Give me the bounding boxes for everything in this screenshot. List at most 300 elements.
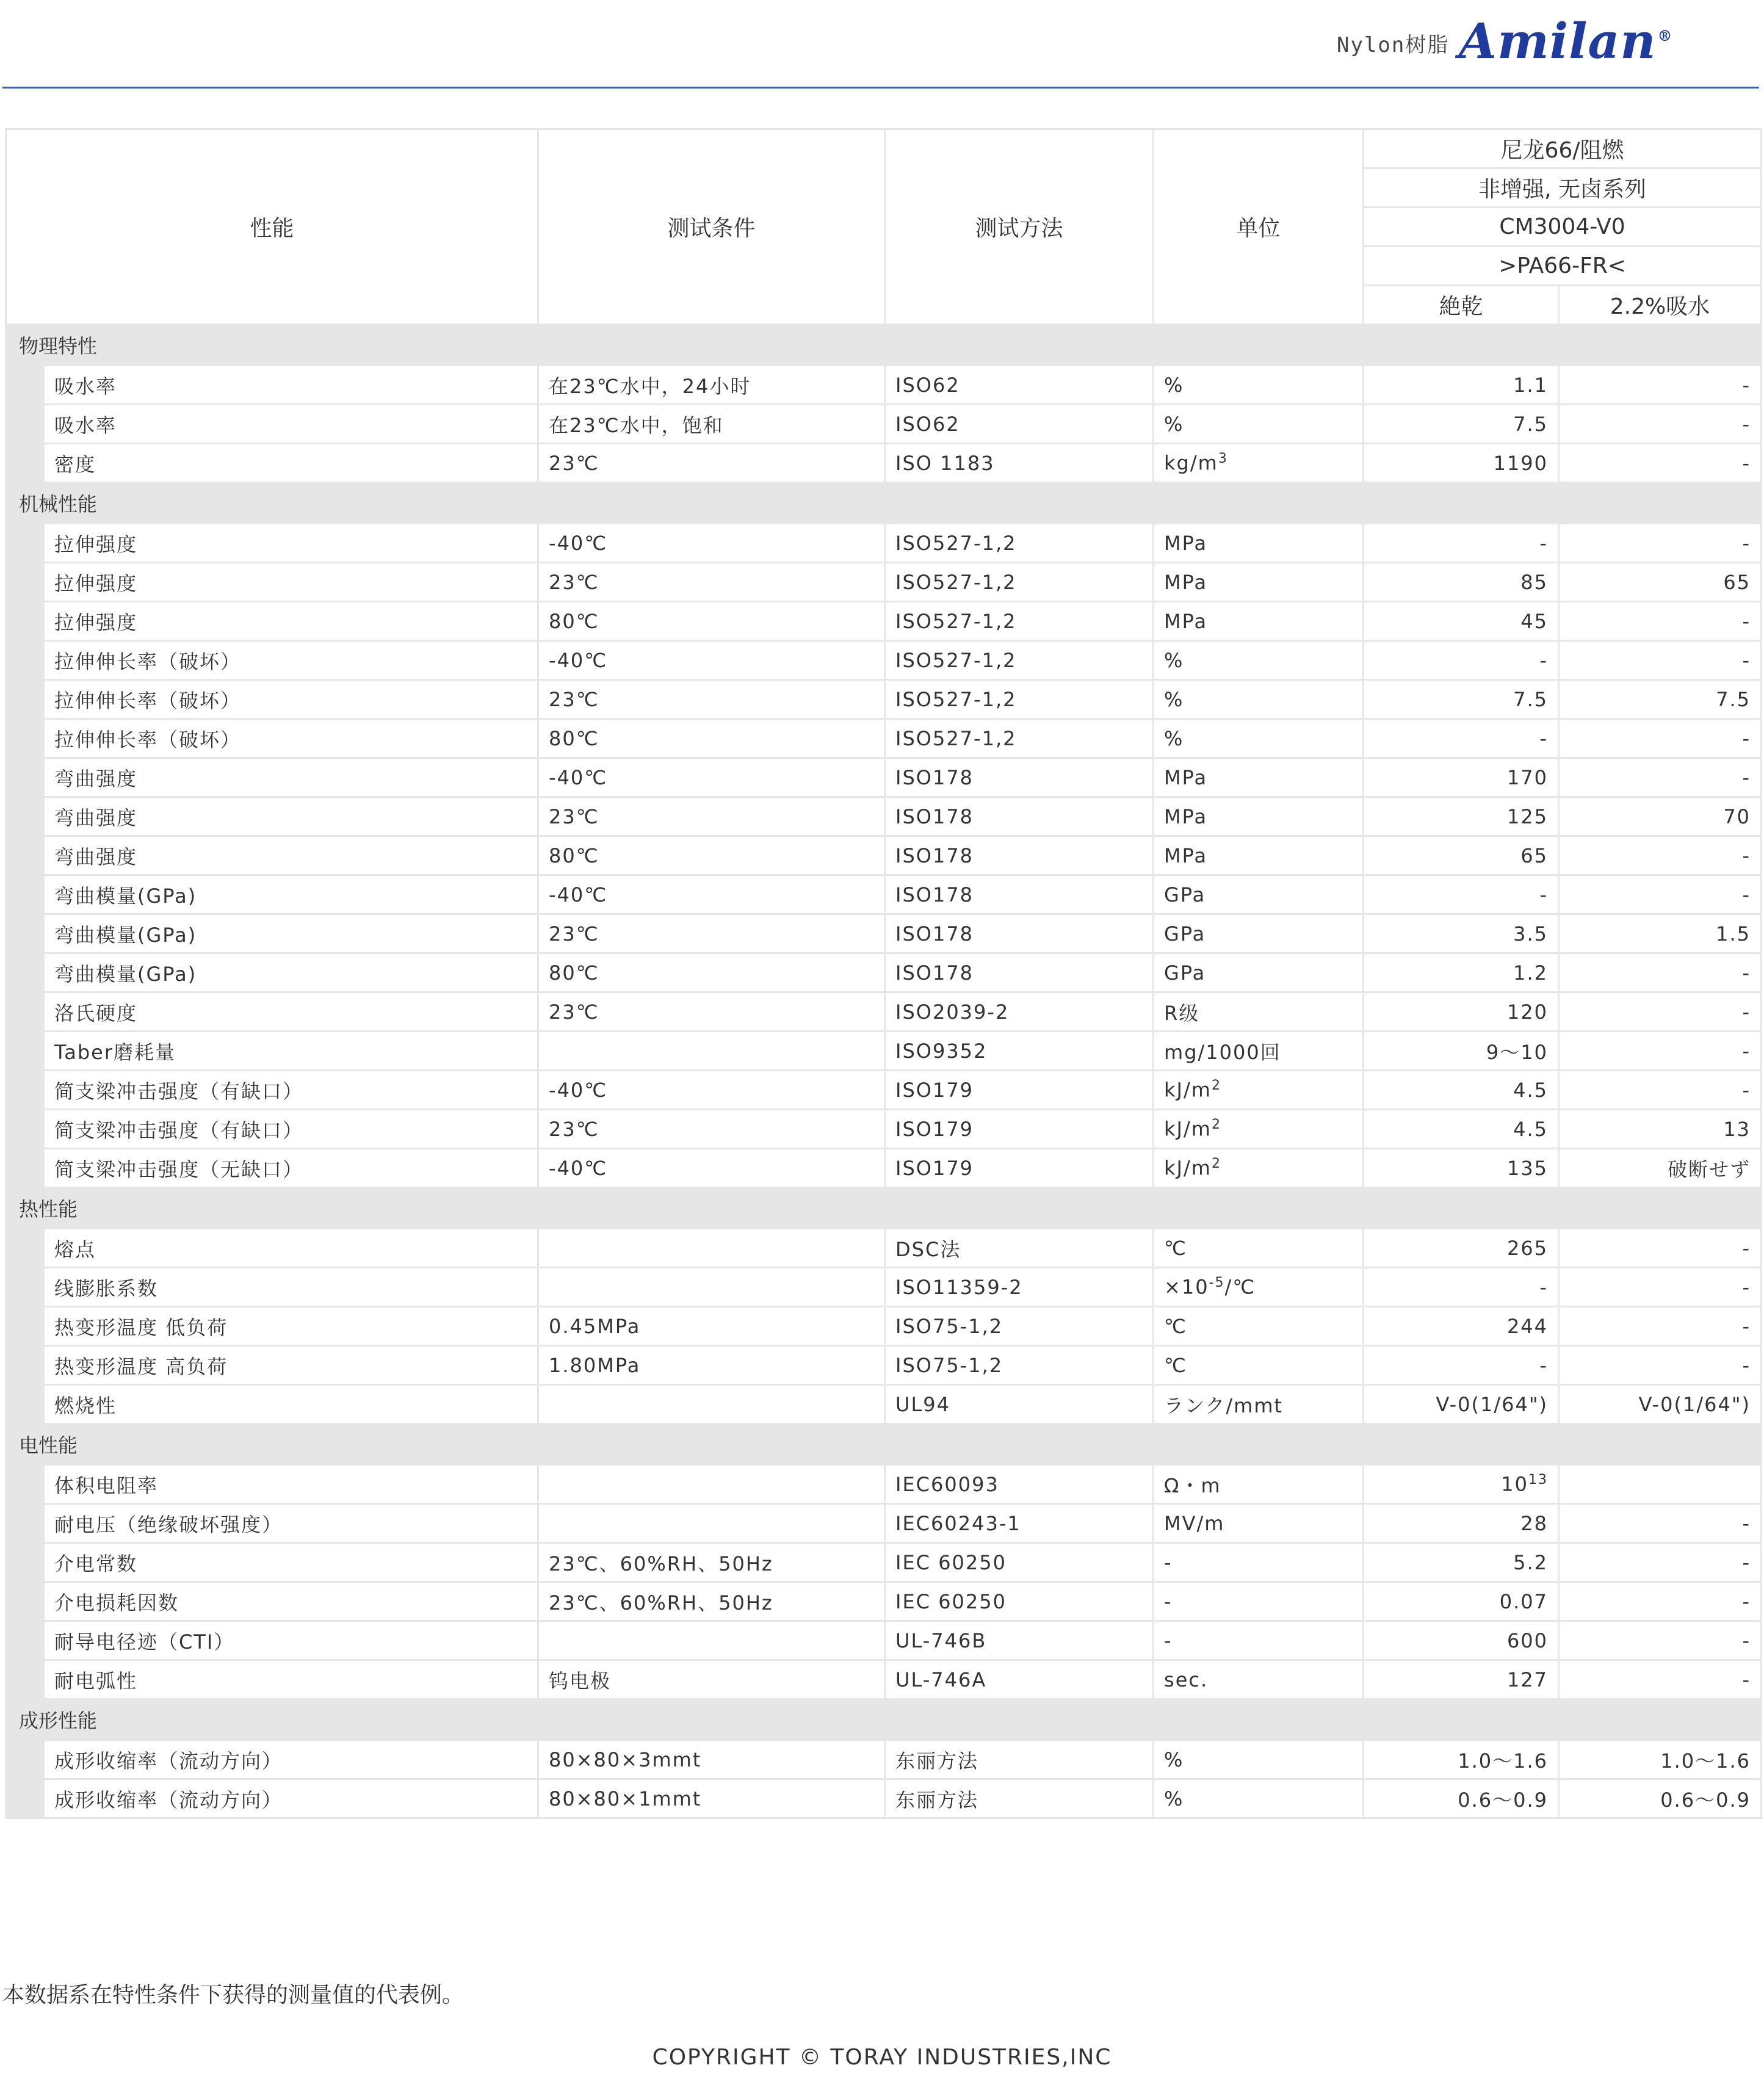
table-row (6, 524, 1762, 563)
condition-cell: -40℃ (538, 1071, 885, 1110)
method-cell: ISO527-1,2 (885, 680, 1154, 719)
row-indent (6, 524, 44, 563)
dry-value: 9～10 (1486, 1040, 1549, 1064)
dry-value-cell (1364, 1268, 1559, 1307)
table-row (6, 602, 1762, 641)
method-cell: IEC60093 (885, 1465, 1154, 1504)
unit-cell (1154, 1621, 1364, 1660)
method-cell: ISO527-1,2 (885, 563, 1154, 602)
row-indent (6, 405, 44, 444)
dry-value: - (1539, 1275, 1549, 1299)
dry-value-cell (1364, 602, 1559, 641)
unit-superscript: 2 (1211, 1078, 1221, 1094)
row-indent (6, 680, 44, 719)
wet-value-cell: - (1559, 875, 1762, 914)
row-indent (6, 1582, 44, 1621)
section-row (6, 1699, 1762, 1740)
wet-value-cell: 1.5 (1559, 914, 1762, 953)
wet-value-cell: 13 (1559, 1110, 1762, 1149)
wet-value-cell: 1.0～1.6 (1559, 1740, 1762, 1779)
property-cell: 燃烧性 (44, 1385, 538, 1424)
method-cell: ISO 1183 (885, 444, 1154, 483)
condition-cell (538, 1621, 885, 1660)
dry-value-cell (1364, 1779, 1559, 1818)
row-indent (6, 366, 44, 405)
condition-cell: 23℃ (538, 1110, 885, 1149)
dry-value: V-0(1/64") (1436, 1392, 1549, 1416)
unit-text: kJ/m (1164, 1117, 1212, 1141)
table-row (6, 1385, 1762, 1424)
unit-cell (1154, 758, 1364, 797)
method-cell: ISO178 (885, 758, 1154, 797)
unit-text: ×10 (1164, 1275, 1209, 1299)
dry-value-cell (1364, 797, 1559, 836)
method-cell: ISO75-1,2 (885, 1346, 1154, 1385)
dry-value: 45 (1520, 609, 1549, 633)
dry-value-cell (1364, 1307, 1559, 1346)
method-cell: ISO11359-2 (885, 1268, 1154, 1307)
unit-text: GPa (1164, 961, 1206, 985)
dry-value: 5.2 (1513, 1550, 1549, 1574)
condition-cell: -40℃ (538, 1149, 885, 1188)
method-cell: ISO62 (885, 366, 1154, 405)
unit-cell (1154, 602, 1364, 641)
wet-value-cell: 破断せず (1559, 1149, 1762, 1188)
table-row (6, 953, 1762, 992)
wet-value-cell: 65 (1559, 563, 1762, 602)
property-cell: 简支梁冲击强度（有缺口） (44, 1071, 538, 1110)
method-cell: ISO178 (885, 875, 1154, 914)
unit-cell (1154, 405, 1364, 444)
wet-value-cell: - (1559, 1660, 1762, 1699)
wet-value-cell: - (1559, 405, 1762, 444)
header-unit: 单位 (1154, 129, 1364, 325)
unit-cell (1154, 797, 1364, 836)
table-row (6, 1465, 1762, 1504)
condition-cell: 23℃ (538, 914, 885, 953)
unit-text: % (1164, 648, 1184, 672)
unit-cell (1154, 1346, 1364, 1385)
property-cell: 熔点 (44, 1229, 538, 1268)
condition-cell: 23℃ (538, 563, 885, 602)
dry-value: - (1539, 648, 1549, 672)
row-indent (6, 914, 44, 953)
property-cell: 简支梁冲击强度（有缺口） (44, 1110, 538, 1149)
dry-value-cell (1364, 1621, 1559, 1660)
dry-value-cell (1364, 1071, 1559, 1110)
wet-value-cell (1559, 1465, 1762, 1504)
dry-value: 125 (1506, 804, 1549, 828)
dry-value-cell (1364, 1740, 1559, 1779)
dry-value-cell (1364, 524, 1559, 563)
property-cell: 耐电弧性 (44, 1660, 538, 1699)
table-row (6, 366, 1762, 405)
row-indent (6, 1110, 44, 1149)
unit-cell (1154, 914, 1364, 953)
dry-value: 4.5 (1513, 1117, 1549, 1141)
unit-text: MV/m (1164, 1511, 1225, 1535)
table-row (6, 1307, 1762, 1346)
wet-value-cell: - (1559, 524, 1762, 563)
condition-cell (538, 1268, 885, 1307)
property-cell: 弯曲模量(GPa) (44, 875, 538, 914)
property-cell: 拉伸强度 (44, 524, 538, 563)
method-cell: DSC法 (885, 1229, 1154, 1268)
row-indent (6, 1307, 44, 1346)
property-cell: 拉伸强度 (44, 602, 538, 641)
method-cell: ISO75-1,2 (885, 1307, 1154, 1346)
wet-value-cell: - (1559, 641, 1762, 680)
row-indent (6, 953, 44, 992)
wet-value-cell: - (1559, 1346, 1762, 1385)
wet-value-cell: - (1559, 836, 1762, 875)
unit-superscript: 3 (1218, 451, 1228, 467)
row-indent (6, 641, 44, 680)
property-cell: 拉伸强度 (44, 563, 538, 602)
dry-value: 28 (1520, 1511, 1549, 1535)
table-row (6, 1149, 1762, 1188)
unit-text: sec. (1164, 1668, 1209, 1691)
unit-text: - (1164, 1589, 1173, 1613)
method-cell: ISO179 (885, 1071, 1154, 1110)
row-indent (6, 1621, 44, 1660)
page-header (0, 0, 1764, 89)
unit-text: MPa (1164, 570, 1208, 594)
unit-cell (1154, 641, 1364, 680)
unit-text: % (1164, 726, 1184, 750)
dry-value-cell (1364, 1543, 1559, 1582)
table-row (6, 1740, 1762, 1779)
unit-text: mg/1000回 (1164, 1040, 1281, 1064)
dry-value: 1.1 (1513, 373, 1549, 397)
wet-value-cell: - (1559, 444, 1762, 483)
dry-exponent: 13 (1528, 1472, 1549, 1488)
method-cell: ISO2039-2 (885, 992, 1154, 1032)
dry-value: 244 (1506, 1314, 1549, 1338)
unit-text: MPa (1164, 609, 1208, 633)
dry-value-cell (1364, 875, 1559, 914)
unit-cell (1154, 1779, 1364, 1818)
row-indent (6, 1268, 44, 1307)
dry-value: 600 (1506, 1629, 1549, 1652)
condition-cell: -40℃ (538, 758, 885, 797)
unit-text: ℃ (1164, 1353, 1187, 1377)
dry-value: 265 (1506, 1236, 1549, 1260)
condition-cell: -40℃ (538, 641, 885, 680)
unit-cell (1154, 1543, 1364, 1582)
condition-cell (538, 1385, 885, 1424)
unit-text: - (1164, 1550, 1173, 1574)
unit-cell (1154, 1582, 1364, 1621)
unit-text: % (1164, 687, 1184, 711)
dry-value-cell (1364, 1229, 1559, 1268)
property-cell: 拉伸伸长率（破坏） (44, 719, 538, 758)
header-condition: 测试条件 (538, 129, 885, 325)
dry-value: 7.5 (1513, 687, 1549, 711)
unit-text: kJ/m (1164, 1078, 1212, 1102)
wet-value-cell: - (1559, 992, 1762, 1032)
property-cell: 洛氏硬度 (44, 992, 538, 1032)
wet-value-cell: - (1559, 1582, 1762, 1621)
table-row (6, 719, 1762, 758)
dry-value-cell (1364, 680, 1559, 719)
dry-value-cell (1364, 366, 1559, 405)
unit-cell (1154, 563, 1364, 602)
dry-value-cell (1364, 641, 1559, 680)
dry-value-cell (1364, 1385, 1559, 1424)
unit-cell (1154, 836, 1364, 875)
property-cell: 成形收缩率（流动方向） (44, 1779, 538, 1818)
condition-cell: 23℃ (538, 680, 885, 719)
dry-value-cell (1364, 914, 1559, 953)
unit-cell (1154, 1149, 1364, 1188)
unit-cell (1154, 1740, 1364, 1779)
header-dry: 絶乾 (1364, 286, 1559, 325)
condition-cell: -40℃ (538, 524, 885, 563)
brand-reg-mark: ® (1657, 27, 1673, 45)
condition-cell (538, 1465, 885, 1504)
condition-cell: 80℃ (538, 953, 885, 992)
method-cell: UL94 (885, 1385, 1154, 1424)
unit-cell (1154, 1307, 1364, 1346)
header-grade: CM3004-V0 (1364, 208, 1762, 247)
row-indent (6, 1346, 44, 1385)
dry-value: 0.6～0.9 (1458, 1788, 1549, 1812)
property-cell: 弯曲强度 (44, 758, 538, 797)
property-cell: 耐电压（绝缘破坏强度） (44, 1504, 538, 1543)
condition-cell: 80×80×3mmt (538, 1740, 885, 1779)
property-cell: 弯曲模量(GPa) (44, 953, 538, 992)
wet-value-cell: - (1559, 1307, 1762, 1346)
method-cell: ISO179 (885, 1110, 1154, 1149)
unit-cell (1154, 1465, 1364, 1504)
unit-text: GPa (1164, 922, 1206, 945)
wet-value-cell: - (1559, 1621, 1762, 1660)
row-indent (6, 797, 44, 836)
wet-value-cell: - (1559, 1504, 1762, 1543)
table-row (6, 641, 1762, 680)
unit-text: % (1164, 1748, 1184, 1771)
unit-text: MPa (1164, 531, 1208, 555)
wet-value-cell: - (1559, 602, 1762, 641)
table-row (6, 1779, 1762, 1818)
property-cell: 吸水率 (44, 405, 538, 444)
unit-text: MPa (1164, 804, 1208, 828)
wet-value-cell: 70 (1559, 797, 1762, 836)
unit-text: % (1164, 412, 1184, 436)
row-indent (6, 836, 44, 875)
brand-subtitle: Nylon树脂 (1337, 33, 1450, 57)
condition-cell: 80℃ (538, 719, 885, 758)
property-cell: 介电损耗因数 (44, 1582, 538, 1621)
dry-value: 127 (1506, 1668, 1549, 1691)
wet-value-cell: - (1559, 1229, 1762, 1268)
wet-value-cell: - (1559, 758, 1762, 797)
copyright: COPYRIGHT © TORAY INDUSTRIES,INC (652, 2045, 1112, 2070)
wet-value-cell: - (1559, 953, 1762, 992)
table-row (6, 1660, 1762, 1699)
table-row (6, 992, 1762, 1032)
condition-cell (538, 1032, 885, 1071)
method-cell: ISO527-1,2 (885, 524, 1154, 563)
unit-text: ℃ (1164, 1314, 1187, 1338)
table-row (6, 1582, 1762, 1621)
section-row (6, 483, 1762, 524)
dry-value-cell (1364, 1582, 1559, 1621)
dry-value-cell (1364, 836, 1559, 875)
wet-value-cell: - (1559, 1071, 1762, 1110)
dry-value: - (1539, 726, 1549, 750)
method-cell: ISO527-1,2 (885, 719, 1154, 758)
condition-cell: 在23℃水中，饱和 (538, 405, 885, 444)
wet-value-cell: - (1559, 1032, 1762, 1071)
unit-text: % (1164, 373, 1184, 397)
row-indent (6, 1071, 44, 1110)
row-indent (6, 1779, 44, 1818)
condition-cell: 80℃ (538, 836, 885, 875)
unit-cell (1154, 444, 1364, 483)
condition-cell: 23℃ (538, 992, 885, 1032)
property-cell: Taber磨耗量 (44, 1032, 538, 1071)
dry-value-cell (1364, 758, 1559, 797)
table-row (6, 797, 1762, 836)
condition-cell (538, 1504, 885, 1543)
table-row (6, 563, 1762, 602)
table-row (6, 1071, 1762, 1110)
table-row (6, 836, 1762, 875)
unit-text: Ω・m (1164, 1473, 1221, 1497)
header-divider (2, 87, 1759, 89)
unit-cell (1154, 1110, 1364, 1149)
condition-cell: 23℃ (538, 797, 885, 836)
unit-cell (1154, 680, 1364, 719)
condition-cell: 23℃、60%RH、50Hz (538, 1543, 885, 1582)
property-cell: 成形收缩率（流动方向） (44, 1740, 538, 1779)
property-cell: 密度 (44, 444, 538, 483)
unit-cell (1154, 953, 1364, 992)
table-row (6, 1229, 1762, 1268)
unit-text: % (1164, 1787, 1184, 1810)
property-cell: 耐导电径迹（CTI） (44, 1621, 538, 1660)
wet-value-cell: - (1559, 1268, 1762, 1307)
dry-value-cell (1364, 1032, 1559, 1071)
condition-cell: 在23℃水中，24小时 (538, 366, 885, 405)
unit-text: R级 (1164, 1001, 1200, 1025)
property-cell: 简支梁冲击强度（无缺口） (44, 1149, 538, 1188)
row-indent (6, 1229, 44, 1268)
row-indent (6, 563, 44, 602)
unit-tail: /℃ (1224, 1275, 1256, 1299)
unit-cell (1154, 1268, 1364, 1307)
table-row (6, 1268, 1762, 1307)
table-row (6, 875, 1762, 914)
dry-value-cell (1364, 1504, 1559, 1543)
unit-superscript: -5 (1209, 1275, 1225, 1291)
unit-cell (1154, 1229, 1364, 1268)
row-indent (6, 1032, 44, 1071)
condition-cell: 23℃ (538, 444, 885, 483)
table-row (6, 1504, 1762, 1543)
dry-value: 1.2 (1513, 961, 1549, 985)
dry-value: 0.07 (1499, 1589, 1549, 1613)
row-indent (6, 719, 44, 758)
dry-value-cell (1364, 563, 1559, 602)
wet-value-cell: - (1559, 366, 1762, 405)
wet-value-cell: - (1559, 1543, 1762, 1582)
unit-cell (1154, 1032, 1364, 1071)
property-cell: 体积电阻率 (44, 1465, 538, 1504)
dry-value-cell (1364, 1149, 1559, 1188)
dry-value: 1.0～1.6 (1458, 1749, 1549, 1773)
section-row (6, 1424, 1762, 1465)
dry-value: 1190 (1493, 451, 1549, 475)
unit-text: ℃ (1164, 1236, 1187, 1260)
table-row (6, 405, 1762, 444)
header-code: >PA66-FR< (1364, 247, 1762, 286)
condition-cell: 23℃、60%RH、50Hz (538, 1582, 885, 1621)
section-title: 机械性能 (6, 483, 1762, 524)
dry-value-cell (1364, 1660, 1559, 1699)
condition-cell: 80×80×1mmt (538, 1779, 885, 1818)
unit-cell (1154, 524, 1364, 563)
table-row (6, 1346, 1762, 1385)
dry-value: 85 (1520, 570, 1549, 594)
condition-cell: 0.45MPa (538, 1307, 885, 1346)
property-cell: 热变形温度 高负荷 (44, 1346, 538, 1385)
method-cell: UL-746B (885, 1621, 1154, 1660)
section-title: 热性能 (6, 1188, 1762, 1229)
method-cell: ISO178 (885, 914, 1154, 953)
row-indent (6, 1149, 44, 1188)
unit-cell (1154, 719, 1364, 758)
dry-value-cell (1364, 1346, 1559, 1385)
section-title: 成形性能 (6, 1699, 1762, 1740)
row-indent (6, 1504, 44, 1543)
property-cell: 拉伸伸长率（破坏） (44, 641, 538, 680)
section-row (6, 1188, 1762, 1229)
unit-cell (1154, 992, 1364, 1032)
dry-value-cell (1364, 405, 1559, 444)
unit-cell (1154, 1071, 1364, 1110)
unit-text: MPa (1164, 844, 1208, 867)
header-property: 性能 (6, 129, 538, 325)
method-cell: ISO527-1,2 (885, 641, 1154, 680)
row-indent (6, 992, 44, 1032)
dry-value: 65 (1520, 844, 1549, 867)
unit-text: GPa (1164, 883, 1206, 906)
header-series: 非增强, 无卤系列 (1364, 168, 1762, 208)
row-indent (6, 1740, 44, 1779)
method-cell: 东丽方法 (885, 1779, 1154, 1818)
method-cell: ISO178 (885, 836, 1154, 875)
property-cell: 热变形温度 低负荷 (44, 1307, 538, 1346)
dry-value: - (1539, 531, 1549, 555)
dry-value-cell (1364, 992, 1559, 1032)
unit-text: - (1164, 1629, 1173, 1652)
unit-cell (1154, 1385, 1364, 1424)
dry-value: 4.5 (1513, 1078, 1549, 1102)
method-cell: 东丽方法 (885, 1740, 1154, 1779)
unit-cell (1154, 875, 1364, 914)
property-cell: 弯曲强度 (44, 797, 538, 836)
unit-text: kg/m (1164, 451, 1218, 475)
header-wet: 2.2%吸水 (1559, 286, 1762, 325)
dry-value: - (1539, 1353, 1549, 1377)
row-indent (6, 602, 44, 641)
table-row (6, 758, 1762, 797)
row-indent (6, 758, 44, 797)
row-indent (6, 875, 44, 914)
